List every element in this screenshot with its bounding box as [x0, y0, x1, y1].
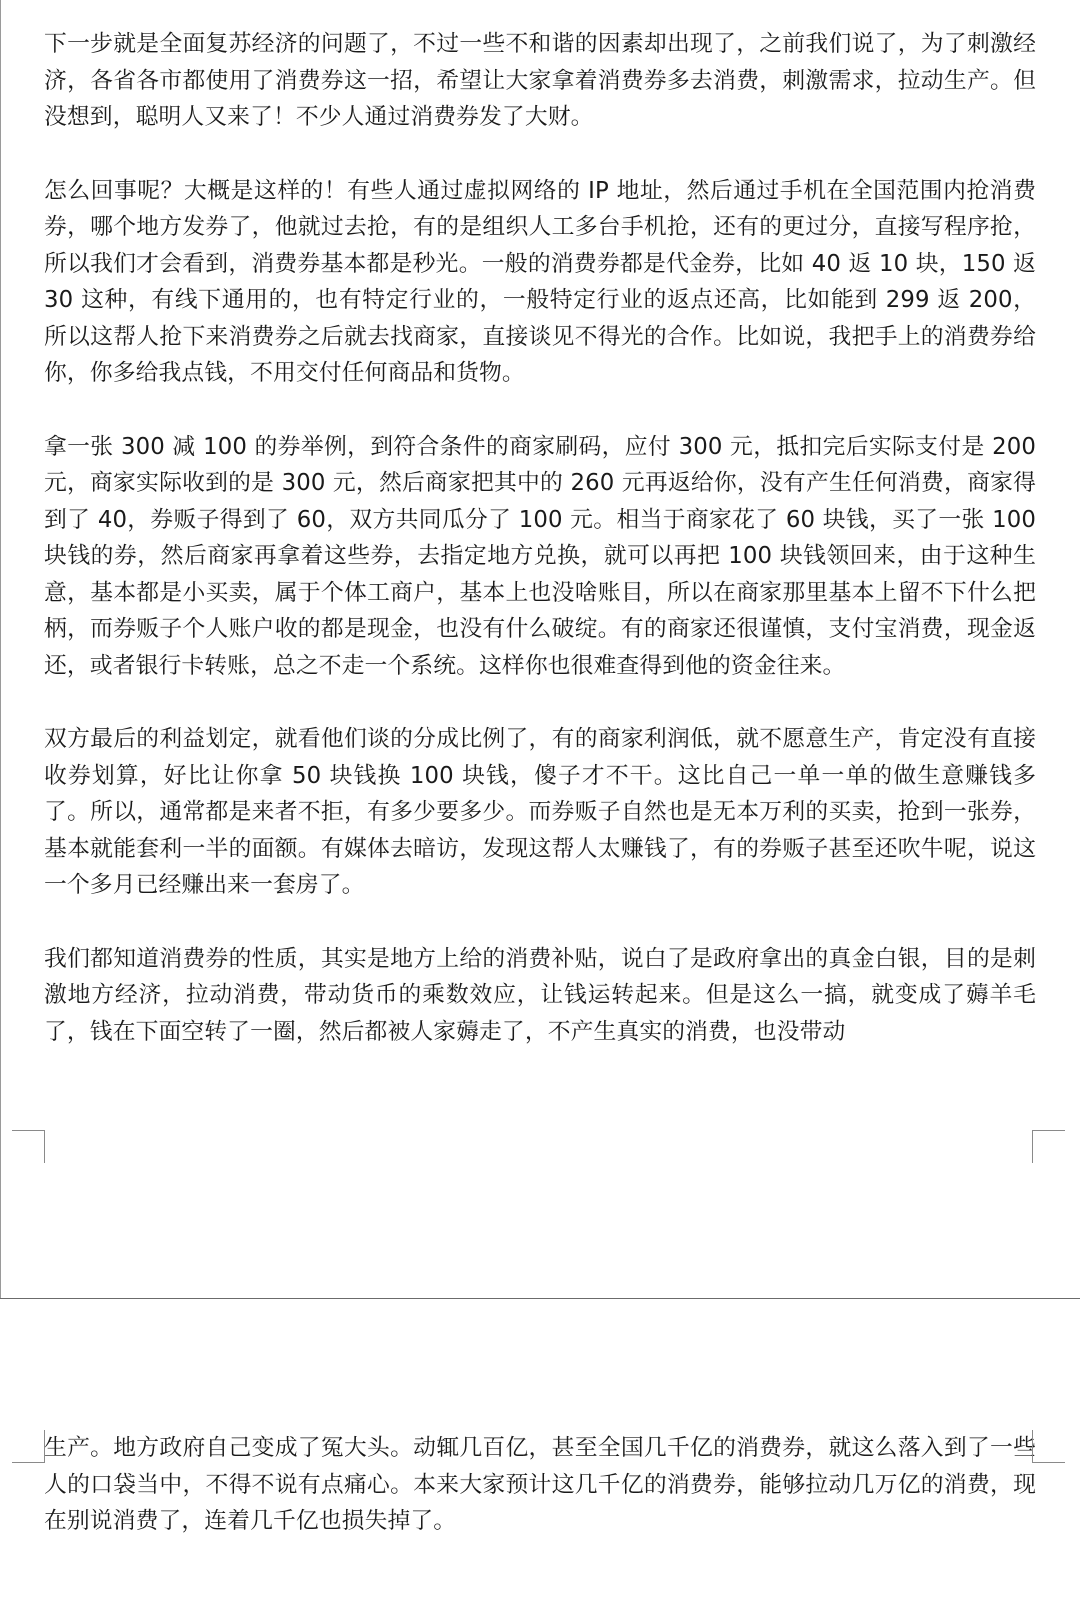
paragraph-2: 怎么回事呢？大概是这样的！有些人通过虚拟网络的 IP 地址，然后通过手机在全国范围内抢消费券，哪个地方发券了，他就过去抢，有的是组织人工多台手机抢，还有的更过分，直接写程序抢，所以我们才会看到，消费券基本都是秒光。一般的消费券都是代金券，比如 40 返 10 块，150 返 30 这种，有线下通用的，也有特定行业的，一般特定行业的返点还高，比如能到 299 返 200，所以这帮人抢下来消费券之后就去找商家，直接谈见不得光的合作。比如说，我把手上的消费券给你，你多给我点钱，不用交付任何商品和货物。 — [44, 177, 1036, 386]
page-2-text — [44, 1430, 1036, 1540]
document-page-2 — [0, 1300, 1080, 1613]
page-1-text — [44, 26, 1036, 1050]
paragraph-5: 我们都知道消费券的性质，其实是地方上给的消费补贴，说白了是政府拿出的真金白银，目的是刺激地方经济，拉动消费，带动货币的乘数效应，让钱运转起来。但是这么一搞，就变成了薅羊毛了，钱在下面空转了一圈，然后都被人家薅走了，不产生真实的消费，也没带动 — [44, 945, 1036, 1045]
page-2-top-right-margin-mark — [1032, 1430, 1065, 1463]
paragraph-1: 下一步就是全面复苏经济的问题了，不过一些不和谐的因素却出现了，之前我们说了，为了刺激经济，各省各市都使用了消费券这一招，希望让大家拿着消费券多去消费，刺激需求，拉动生产。但没想到，聪明人又来了！不少人通过消费券发了大财。 — [44, 31, 1036, 130]
page-2-top-left-margin-mark — [12, 1430, 45, 1463]
page-1-bottom-right-margin-mark — [1032, 1130, 1065, 1163]
paragraph-6: 生产。地方政府自己变成了冤大头。动辄几百亿，甚至全国几千亿的消费券，就这么落入到了一些人的口袋当中，不得不说有点痛心。本来大家预计这几千亿的消费券，能够拉动几万亿的消费，现在别说消费了，连着几千亿也损失掉了。 — [44, 1435, 1036, 1534]
paragraph-4: 双方最后的利益划定，就看他们谈的分成比例了，有的商家利润低，就不愿意生产，肯定没有直接收券划算，好比让你拿 50 块钱换 100 块钱，傻子才不干。这比自己一单一单的做生意赚钱多了。所以，通常都是来者不拒，有多少要多少。而券贩子自然也是无本万利的买卖，抢到一张券，基本就能套利一半的面额。有媒体去暗访，发现这帮人太赚钱了，有的券贩子甚至还吹牛呢，说这一个多月已经赚出来一套房了。 — [44, 726, 1036, 898]
page-1-bottom-left-margin-mark — [12, 1130, 45, 1163]
paragraph-3: 拿一张 300 减 100 的券举例，到符合条件的商家刷码，应付 300 元，抵扣完后实际支付是 200 元，商家实际收到的是 300 元，然后商家把其中的 260 元再返给你，没有产生任何消费，商家得到了 40，券贩子得到了 60，双方共同瓜分了 100 元。相当于商家花了 60 块钱，买了一张 100 块钱的券，然后商家再拿着这些券，去指定地方兑换，就可以再把 100 块钱领回来，由于这种生意，基本都是小买卖，属于个体工商户，基本上也没啥账目，所以在商家那里基本上留不下什么把柄，而券贩子个人账户收的都是现金，也没有什么破绽。有的商家还很谨慎，支付宝消费，现金返还，或者银行卡转账，总之不走一个系统。这样你也很难查得到他的资金往来。 — [44, 433, 1036, 679]
page-left-edge — [0, 0, 1, 1298]
